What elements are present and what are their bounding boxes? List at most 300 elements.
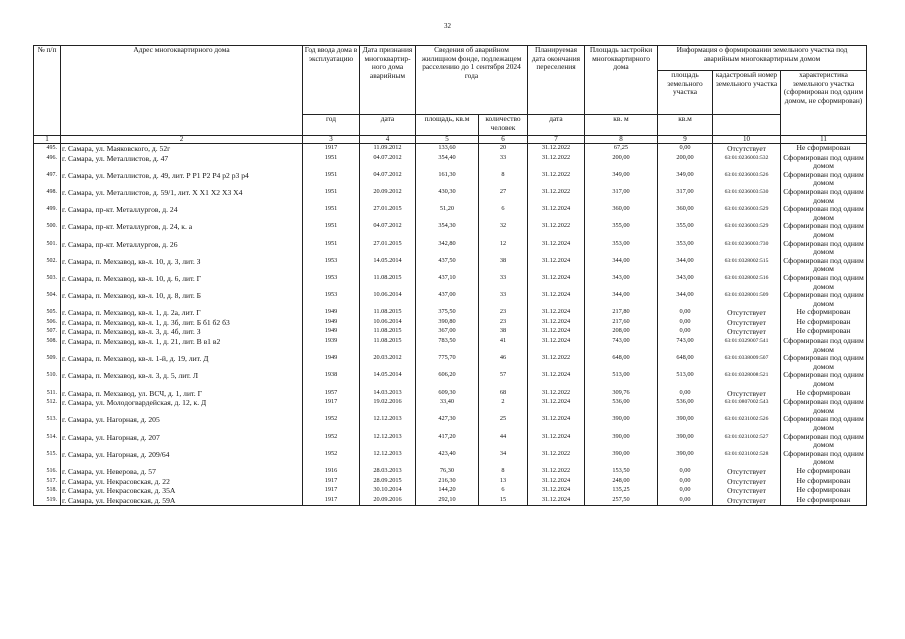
table-row — [34, 389, 867, 399]
cadastral-cell: Отсутствует — [713, 318, 781, 328]
building-area-cell: 153,50 — [585, 467, 658, 477]
address-cell: г. Самара, ул. Нагорная, д. 207 — [61, 433, 303, 450]
land-area-cell: 0,00 — [658, 144, 713, 154]
header-year-group: Год ввода дома в эксплуатацию — [303, 46, 360, 115]
area-cell: 342,80 — [416, 240, 479, 257]
year-cell: 1949 — [303, 354, 360, 371]
land-area-cell: 0,00 — [658, 327, 713, 337]
recognition-date-cell: 04.07.2012 — [360, 171, 416, 188]
people-cell: 15 — [479, 496, 528, 506]
table-row — [34, 354, 867, 371]
characteristic-cell: Сформирован под одним домом — [781, 415, 867, 432]
col-number: 10 — [713, 136, 781, 144]
recognition-date-cell: 12.12.2013 — [360, 415, 416, 432]
address-cell: г. Самара, п. Мехзавод, кв-л. 1, д. 3б, лит. Б б1 б2 б3 — [61, 318, 303, 328]
land-area-cell: 390,00 — [658, 450, 713, 467]
year-cell: 1917 — [303, 144, 360, 154]
building-area-cell: 353,00 — [585, 240, 658, 257]
row-number: 501. — [34, 240, 61, 257]
planned-date-cell: 31.12.2024 — [528, 398, 585, 415]
recognition-date-cell: 28.09.2015 — [360, 477, 416, 487]
address-cell: г. Самара, п. Мехзавод, кв-л. 10, д. 3, лит. З — [61, 257, 303, 274]
recognition-date-cell: 14.03.2013 — [360, 389, 416, 399]
table-row — [34, 450, 867, 467]
address-cell: г. Самара, пр-кт. Металлургов, д. 26 — [61, 240, 303, 257]
building-area-cell: 257,50 — [585, 496, 658, 506]
planned-date-cell: 31.12.2022 — [528, 171, 585, 188]
page-number: 32 — [444, 22, 451, 30]
row-number: 508. — [34, 337, 61, 354]
planned-date-cell: 31.12.2022 — [528, 144, 585, 154]
building-area-cell: 513,00 — [585, 371, 658, 388]
planned-date-cell: 31.12.2022 — [528, 389, 585, 399]
area-cell: 606,20 — [416, 371, 479, 388]
planned-date-cell: 31.12.2024 — [528, 415, 585, 432]
row-number: 512. — [34, 398, 61, 415]
table-row — [34, 318, 867, 328]
row-number: 514. — [34, 433, 61, 450]
people-cell: 41 — [479, 337, 528, 354]
building-area-cell: 217,80 — [585, 308, 658, 318]
area-cell: 775,70 — [416, 354, 479, 371]
header-year: год — [303, 115, 360, 136]
characteristic-cell: Сформирован под одним домом — [781, 257, 867, 274]
planned-date-cell: 31.12.2022 — [528, 450, 585, 467]
characteristic-cell: Сформирован под одним домом — [781, 222, 867, 239]
building-area-cell: 355,00 — [585, 222, 658, 239]
people-cell: 8 — [479, 467, 528, 477]
planned-date-cell: 31.12.2024 — [528, 318, 585, 328]
cadastral-cell: Отсутствует — [713, 308, 781, 318]
building-area-cell: 349,00 — [585, 171, 658, 188]
row-number: 499. — [34, 205, 61, 222]
area-cell: 161,30 — [416, 171, 479, 188]
col-number: 3 — [303, 136, 360, 144]
recognition-date-cell: 30.10.2014 — [360, 486, 416, 496]
building-area-cell: 390,00 — [585, 433, 658, 450]
building-area-cell: 390,00 — [585, 450, 658, 467]
characteristic-cell: Не сформирован — [781, 467, 867, 477]
address-cell: г. Самара, п. Мехзавод, кв-л. 1, д. 2а, лит. Г — [61, 308, 303, 318]
recognition-date-cell: 11.08.2015 — [360, 308, 416, 318]
characteristic-cell: Сформирован под одним домом — [781, 171, 867, 188]
header-date1: дата — [360, 115, 416, 136]
header-people: количество человек — [479, 115, 528, 136]
building-area-cell: 344,00 — [585, 257, 658, 274]
header-land-group: Информация о формировании земельного участка под аварийным многоквартирным домом — [658, 46, 867, 71]
address-cell: г. Самара, п. Мехзавод, кв-л. 3, д. 5, лит. Л — [61, 371, 303, 388]
year-cell: 1917 — [303, 486, 360, 496]
year-cell: 1917 — [303, 477, 360, 487]
area-cell: 216,30 — [416, 477, 479, 487]
land-area-cell: 344,00 — [658, 291, 713, 308]
building-area-cell: 743,00 — [585, 337, 658, 354]
planned-date-cell: 31.12.2022 — [528, 354, 585, 371]
col-number: 4 — [360, 136, 416, 144]
col-number: 11 — [781, 136, 867, 144]
land-area-cell: 0,00 — [658, 486, 713, 496]
building-area-cell: 648,00 — [585, 354, 658, 371]
people-cell: 13 — [479, 477, 528, 487]
row-number: 500. — [34, 222, 61, 239]
table-row — [34, 337, 867, 354]
year-cell: 1916 — [303, 467, 360, 477]
address-cell: г. Самара, п. Мехзавод, кв-л. 10, д. 6, лит. Г — [61, 274, 303, 291]
land-area-cell: 349,00 — [658, 171, 713, 188]
table-row — [34, 496, 867, 506]
cadastral-cell: Отсутствует — [713, 467, 781, 477]
people-cell: 46 — [479, 354, 528, 371]
people-cell: 33 — [479, 154, 528, 171]
land-area-cell: 0,00 — [658, 496, 713, 506]
cadastral-cell: Отсутствует — [713, 477, 781, 487]
planned-date-cell: 31.12.2024 — [528, 496, 585, 506]
address-cell: г. Самара, п. Мехзавод, кв-л. 1, д. 21, лит. В в1 в2 — [61, 337, 303, 354]
building-area-cell: 309,76 — [585, 389, 658, 399]
recognition-date-cell: 19.02.2016 — [360, 398, 416, 415]
col-number: 2 — [61, 136, 303, 144]
characteristic-cell: Сформирован под одним домом — [781, 433, 867, 450]
year-cell: 1951 — [303, 240, 360, 257]
people-cell: 23 — [479, 308, 528, 318]
area-cell: 609,30 — [416, 389, 479, 399]
row-number: 503. — [34, 274, 61, 291]
table-row — [34, 308, 867, 318]
land-area-cell: 200,00 — [658, 154, 713, 171]
year-cell: 1953 — [303, 274, 360, 291]
year-cell: 1917 — [303, 398, 360, 415]
people-cell: 23 — [479, 318, 528, 328]
cadastral-cell: Отсутствует — [713, 144, 781, 154]
characteristic-cell: Не сформирован — [781, 318, 867, 328]
year-cell: 1951 — [303, 154, 360, 171]
people-cell: 12 — [479, 240, 528, 257]
people-cell: 57 — [479, 371, 528, 388]
year-cell: 1951 — [303, 171, 360, 188]
building-area-cell: 208,00 — [585, 327, 658, 337]
people-cell: 33 — [479, 291, 528, 308]
people-cell: 6 — [479, 205, 528, 222]
planned-date-cell: 31.12.2022 — [528, 222, 585, 239]
table-row — [34, 188, 867, 205]
characteristic-cell: Сформирован под одним домом — [781, 337, 867, 354]
table-row — [34, 415, 867, 432]
planned-date-cell: 31.12.2022 — [528, 467, 585, 477]
planned-date-cell: 31.12.2024 — [528, 486, 585, 496]
recognition-date-cell: 20.03.2012 — [360, 354, 416, 371]
table-row — [34, 144, 867, 154]
table-row — [34, 467, 867, 477]
row-number: 510. — [34, 371, 61, 388]
area-cell: 390,80 — [416, 318, 479, 328]
building-area-cell: 344,00 — [585, 291, 658, 308]
table-row — [34, 327, 867, 337]
recognition-date-cell: 04.07.2012 — [360, 222, 416, 239]
year-cell: 1953 — [303, 291, 360, 308]
recognition-date-cell: 04.07.2012 — [360, 154, 416, 171]
planned-date-cell: 31.12.2024 — [528, 308, 585, 318]
cadastral-cell: Отсутствует — [713, 389, 781, 399]
cadastral-cell: Отсутствует — [713, 496, 781, 506]
land-area-cell: 0,00 — [658, 389, 713, 399]
building-area-cell: 248,00 — [585, 477, 658, 487]
header-recognition-group: Дата признания многоквартир-ного дома аварийным — [360, 46, 416, 115]
recognition-date-cell: 11.08.2015 — [360, 337, 416, 354]
people-cell: 25 — [479, 415, 528, 432]
people-cell: 8 — [479, 171, 528, 188]
col-number: 1 — [34, 136, 61, 144]
cadastral-cell: 63:01:0236003:526 — [713, 171, 781, 188]
planned-date-cell: 31.12.2024 — [528, 477, 585, 487]
col-number: 7 — [528, 136, 585, 144]
address-cell: г. Самара, ул. Неверова, д. 57 — [61, 467, 303, 477]
address-cell: г. Самара, ул. Молодогвардейская, д. 12, к. Д — [61, 398, 303, 415]
area-cell: 437,50 — [416, 257, 479, 274]
header-address: Адрес многоквартирного дома — [61, 46, 303, 136]
characteristic-cell: Сформирован под одним домом — [781, 398, 867, 415]
header-housing-group: Сведения об аварийном жилищном фонде, подлежащем расселению до 1 сентября 2024 года — [416, 46, 528, 115]
address-cell: г. Самара, п. Мехзавод, кв-л. 3, д. 4б, лит. З — [61, 327, 303, 337]
building-area-cell: 317,00 — [585, 188, 658, 205]
table-row — [34, 257, 867, 274]
land-area-cell: 513,00 — [658, 371, 713, 388]
year-cell: 1952 — [303, 415, 360, 432]
area-cell: 437,00 — [416, 291, 479, 308]
cadastral-cell: 63:01:0328002:515 — [713, 257, 781, 274]
cadastral-cell: 63:01:0328008:521 — [713, 371, 781, 388]
table-row — [34, 291, 867, 308]
land-area-cell: 390,00 — [658, 415, 713, 432]
building-area-cell: 217,60 — [585, 318, 658, 328]
row-number: 498. — [34, 188, 61, 205]
area-cell: 144,20 — [416, 486, 479, 496]
row-number: 505. — [34, 308, 61, 318]
header-cadastral: кадастровый номер земельного участка — [713, 71, 781, 115]
address-cell: г. Самара, ул. Некрасовская, д. 22 — [61, 477, 303, 487]
row-number: 495. — [34, 144, 61, 154]
characteristic-cell: Сформирован под одним домом — [781, 354, 867, 371]
header-building-area-group: Площадь застройки многоквартирного дома — [585, 46, 658, 115]
recognition-date-cell: 20.09.2016 — [360, 496, 416, 506]
area-cell: 437,10 — [416, 274, 479, 291]
address-cell: г. Самара, ул. Некрасовская, д. 35А — [61, 486, 303, 496]
area-cell: 430,30 — [416, 188, 479, 205]
recognition-date-cell: 12.12.2013 — [360, 450, 416, 467]
land-area-cell: 343,00 — [658, 274, 713, 291]
header-area: площадь, кв.м — [416, 115, 479, 136]
people-cell: 44 — [479, 433, 528, 450]
address-cell: г. Самара, ул. Маяковского, д. 52г — [61, 144, 303, 154]
recognition-date-cell: 11.09.2012 — [360, 144, 416, 154]
table-row — [34, 240, 867, 257]
table-row — [34, 205, 867, 222]
planned-date-cell: 31.12.2022 — [528, 188, 585, 205]
building-area-cell: 135,25 — [585, 486, 658, 496]
year-cell: 1953 — [303, 257, 360, 274]
land-area-cell: 353,00 — [658, 240, 713, 257]
recognition-date-cell: 27.01.2015 — [360, 240, 416, 257]
cadastral-cell: 63:01:0807002:543 — [713, 398, 781, 415]
characteristic-cell: Сформирован под одним домом — [781, 240, 867, 257]
planned-date-cell: 31.12.2024 — [528, 291, 585, 308]
planned-date-cell: 31.12.2024 — [528, 337, 585, 354]
characteristic-cell: Сформирован под одним домом — [781, 205, 867, 222]
row-number: 502. — [34, 257, 61, 274]
cadastral-cell: Отсутствует — [713, 486, 781, 496]
col-number: 5 — [416, 136, 479, 144]
land-area-cell: 0,00 — [658, 477, 713, 487]
planned-date-cell: 31.12.2024 — [528, 274, 585, 291]
characteristic-cell: Не сформирован — [781, 327, 867, 337]
year-cell: 1952 — [303, 450, 360, 467]
header-planned-group: Планируемая дата окончания переселения — [528, 46, 585, 115]
characteristic-cell: Сформирован под одним домом — [781, 274, 867, 291]
characteristic-cell: Не сформирован — [781, 486, 867, 496]
cadastral-cell: 63:01:0236003:730 — [713, 240, 781, 257]
area-cell: 783,50 — [416, 337, 479, 354]
building-area-cell: 67,25 — [585, 144, 658, 154]
col-number: 9 — [658, 136, 713, 144]
cadastral-cell: 63:01:0328001:509 — [713, 291, 781, 308]
recognition-date-cell: 28.03.2013 — [360, 467, 416, 477]
row-number: 496. — [34, 154, 61, 171]
planned-date-cell: 31.12.2022 — [528, 154, 585, 171]
land-area-cell: 344,00 — [658, 257, 713, 274]
address-cell: г. Самара, ул. Металлистов, д. 47 — [61, 154, 303, 171]
land-area-cell: 355,00 — [658, 222, 713, 239]
characteristic-cell: Сформирован под одним домом — [781, 371, 867, 388]
year-cell: 1949 — [303, 308, 360, 318]
cadastral-cell: 63:01:0236003:529 — [713, 222, 781, 239]
land-area-cell: 743,00 — [658, 337, 713, 354]
address-cell: г. Самара, п. Мехзавод, кв-л. 1-й, д. 19, лит. Д — [61, 354, 303, 371]
people-cell: 27 — [479, 188, 528, 205]
address-cell: г. Самара, ул. Нагорная, д. 209/64 — [61, 450, 303, 467]
table-row — [34, 486, 867, 496]
planned-date-cell: 31.12.2024 — [528, 205, 585, 222]
col-number: 6 — [479, 136, 528, 144]
recognition-date-cell: 12.12.2013 — [360, 433, 416, 450]
people-cell: 2 — [479, 398, 528, 415]
people-cell: 20 — [479, 144, 528, 154]
characteristic-cell: Сформирован под одним домом — [781, 291, 867, 308]
cadastral-cell: 63:01:0231002:528 — [713, 450, 781, 467]
cadastral-cell: 63:01:0329007:541 — [713, 337, 781, 354]
table-row — [34, 477, 867, 487]
year-cell: 1951 — [303, 205, 360, 222]
planned-date-cell: 31.12.2024 — [528, 433, 585, 450]
header-sqm2: кв.м — [658, 115, 713, 136]
address-cell: г. Самара, ул. Металлистов, д. 49, лит. Р Р1 Р2 Р4 р2 р3 р4 — [61, 171, 303, 188]
row-number: 497. — [34, 171, 61, 188]
emergency-housing-table — [33, 45, 867, 506]
table-row — [34, 154, 867, 171]
land-area-cell: 0,00 — [658, 318, 713, 328]
header-date2: дата — [528, 115, 585, 136]
address-cell: г. Самара, ул. Нагорная, д. 205 — [61, 415, 303, 432]
recognition-date-cell: 11.08.2015 — [360, 274, 416, 291]
header-sqm1: кв. м — [585, 115, 658, 136]
area-cell: 51,20 — [416, 205, 479, 222]
area-cell: 33,40 — [416, 398, 479, 415]
table-row — [34, 398, 867, 415]
header-num: № п/п — [34, 46, 61, 136]
row-number: 515. — [34, 450, 61, 467]
building-area-cell: 390,00 — [585, 415, 658, 432]
area-cell: 417,20 — [416, 433, 479, 450]
characteristic-cell: Сформирован под одним домом — [781, 188, 867, 205]
planned-date-cell: 31.12.2024 — [528, 371, 585, 388]
characteristic-cell: Не сформирован — [781, 144, 867, 154]
address-cell: г. Самара, пр-кт. Металлургов, д. 24, к. а — [61, 222, 303, 239]
area-cell: 367,00 — [416, 327, 479, 337]
recognition-date-cell: 11.08.2015 — [360, 327, 416, 337]
address-cell: г. Самара, ул. Некрасовская, д. 59А — [61, 496, 303, 506]
cadastral-cell: 63:01:0236003:529 — [713, 205, 781, 222]
year-cell: 1957 — [303, 389, 360, 399]
year-cell: 1951 — [303, 222, 360, 239]
area-cell: 423,40 — [416, 450, 479, 467]
year-cell: 1949 — [303, 318, 360, 328]
recognition-date-cell: 10.06.2014 — [360, 318, 416, 328]
table-body — [34, 144, 867, 506]
row-number: 518. — [34, 486, 61, 496]
characteristic-cell: Сформирован под одним домом — [781, 450, 867, 467]
address-cell: г. Самара, ул. Металлистов, д. 59/1, лит. Х Х1 Х2 Х3 Х4 — [61, 188, 303, 205]
area-cell: 133,60 — [416, 144, 479, 154]
row-number: 504. — [34, 291, 61, 308]
planned-date-cell: 31.12.2024 — [528, 240, 585, 257]
address-cell: г. Самара, п. Мехзавод, ул. ВСЧ, д. 1, лит. Г — [61, 389, 303, 399]
building-area-cell: 536,00 — [585, 398, 658, 415]
table-row — [34, 371, 867, 388]
row-number: 519. — [34, 496, 61, 506]
people-cell: 38 — [479, 257, 528, 274]
cadastral-cell: 63:01:0236003:532 — [713, 154, 781, 171]
characteristic-cell: Сформирован под одним домом — [781, 154, 867, 171]
people-cell: 34 — [479, 450, 528, 467]
cadastral-cell: Отсутствует — [713, 327, 781, 337]
land-area-cell: 317,00 — [658, 188, 713, 205]
building-area-cell: 200,00 — [585, 154, 658, 171]
address-cell: г. Самара, пр-кт. Металлургов, д. 24 — [61, 205, 303, 222]
characteristic-cell: Не сформирован — [781, 389, 867, 399]
year-cell: 1949 — [303, 327, 360, 337]
row-number: 509. — [34, 354, 61, 371]
building-area-cell: 343,00 — [585, 274, 658, 291]
col-number: 8 — [585, 136, 658, 144]
year-cell: 1951 — [303, 188, 360, 205]
people-cell: 6 — [479, 486, 528, 496]
area-cell: 354,40 — [416, 154, 479, 171]
land-area-cell: 390,00 — [658, 433, 713, 450]
area-cell: 354,30 — [416, 222, 479, 239]
header-land-area: площадь земельного участка — [658, 71, 713, 115]
characteristic-cell: Не сформирован — [781, 308, 867, 318]
cadastral-cell: 63:01:0236003:530 — [713, 188, 781, 205]
land-area-cell: 360,00 — [658, 205, 713, 222]
table-row — [34, 274, 867, 291]
characteristic-cell: Не сформирован — [781, 496, 867, 506]
recognition-date-cell: 14.05.2014 — [360, 257, 416, 274]
cadastral-cell: 63:01:0231002:527 — [713, 433, 781, 450]
land-area-cell: 0,00 — [658, 467, 713, 477]
people-cell: 38 — [479, 327, 528, 337]
table-row — [34, 171, 867, 188]
row-number: 517. — [34, 477, 61, 487]
table-row — [34, 433, 867, 450]
planned-date-cell: 31.12.2024 — [528, 327, 585, 337]
